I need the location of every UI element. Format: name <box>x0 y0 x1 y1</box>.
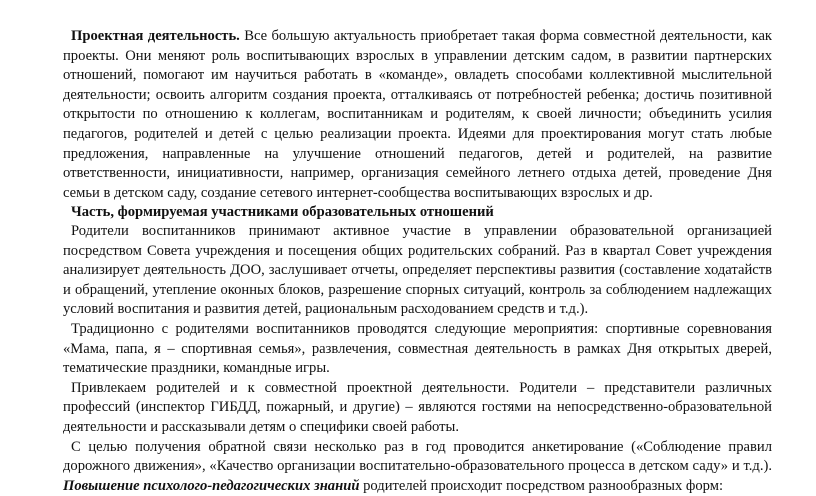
paragraph-text: С целью получения обратной связи несколько раз в год проводится анкетирование («Соблюдение правил дорожного движения», «Качество организации воспитательно-образовательного процесса в детском саду» и т.д.). <box>63 438 772 475</box>
paragraph-lead-bold: Проектная деятельность. <box>71 28 240 44</box>
document-page <box>63 27 772 496</box>
paragraph-project-involvement: Привлекаем родителей и к совместной проектной деятельности. Родители – представители различных профессий (инспектор ГИБДД, пожарный, и другие) – являются гостями на непосредственно-образовательной деятельности и рассказывали детям о специфики своей работы. <box>63 379 772 435</box>
paragraph-tail: родителей происходит посредством разнообразных форм: <box>359 477 724 494</box>
section-heading: Часть, формируемая участниками образовательных отношений <box>71 204 494 220</box>
paragraph-traditional-events: Традиционно с родителями воспитанников проводятся следующие мероприятия: спортивные соревнования «Мама, папа, я – спортивная семья», развлечения, совместная деятельность в рамках Дня открытых дверей, тематические праздники, командные игры. <box>63 320 772 377</box>
paragraph-text: Все большую актуальность приобретает такая форма совместной деятельности, как проекты. Они меняют роль воспитывающих взрослых в управлении детским садом, в развитии партнерских отношений, помогают им научиться работать в «команде», овладеть способами коллективной мыслительной деятельности; освоить алгоритм создания проекта, отталкиваясь от потребностей ребенка; достичь позитивной открытости по отношению к коллегам, воспитанникам и родителям, к своей личности; объединить усилия педагогов, родителей и детей с целью реализации проекта. Идеями для проектирования могут стать любые предложения, направленные на улучшение отношений педагогов, детей и родителей, на развитие ответственности, инициативности, например, организация семейного летнего отдыха детей, проведение Дня семьи в детском саду, создание сетевого интернет-сообщества воспитывающих взрослых и др. <box>63 28 772 201</box>
paragraph-emphasis: Повышение психолого-педагогических знаний <box>63 477 360 494</box>
paragraph-parents-council: Родители воспитанников принимают активное участие в управлении образовательной организацией посредством Совета учреждения и посещения общих родительских собраний. Раз в квартал Совет учреждения анализирует деятельность ДОО, заслушивает отчеты, определяет перспективы развития (составление ходатайств и обращений, утепление оконных блоков, разрешение спорных ситуаций, контроль за соблюдением надлежащих условий воспитания и развития детей, рациональным расходованием средств и т.д.). <box>63 223 772 318</box>
paragraph-feedback <box>63 438 772 496</box>
paragraph-project-activity <box>63 27 772 203</box>
